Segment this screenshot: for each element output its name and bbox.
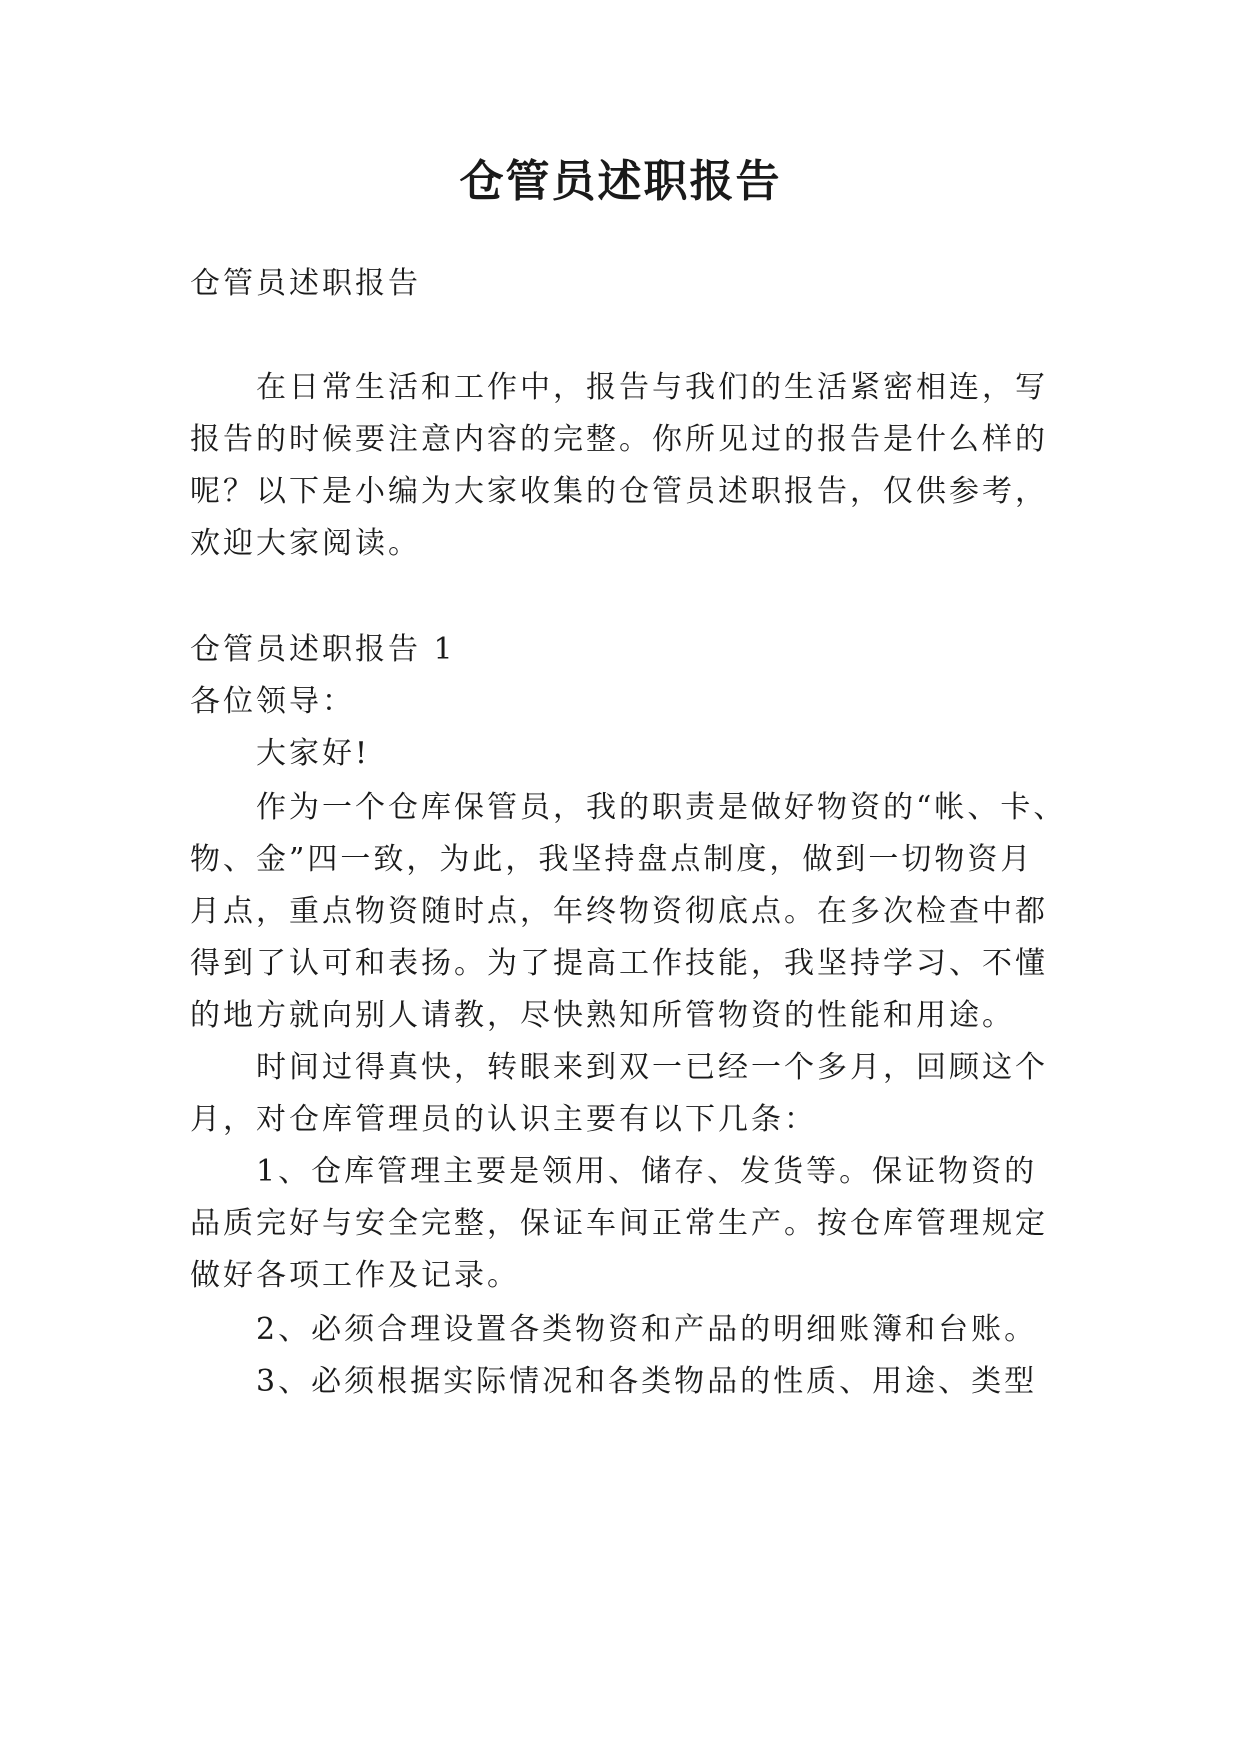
body-line: 月，对仓库管理员的认识主要有以下几条： — [190, 1102, 817, 1137]
intro-line-1: 在日常生活和工作中，报告与我们的生活紧密相连，写 — [256, 370, 1048, 405]
body-line: 物、金”四一致，为此，我坚持盘点制度，做到一切物资月 — [190, 842, 1034, 877]
intro-line-3: 呢？以下是小编为大家收集的仓管员述职报告，仅供参考， — [190, 474, 1048, 509]
body-line: 3、必须根据实际情况和各类物品的性质、用途、类型 — [256, 1364, 1038, 1399]
body-line: 作为一个仓库保管员，我的职责是做好物资的“帐、卡、 — [256, 790, 1067, 825]
document-subtitle: 仓管员述职报告 — [190, 266, 421, 301]
intro-line-2: 报告的时候要注意内容的完整。你所见过的报告是什么样的 — [190, 422, 1048, 457]
body-line: 2、必须合理设置各类物资和产品的明细账簿和台账。 — [256, 1312, 1038, 1347]
section-heading: 仓管员述职报告 1 — [190, 632, 456, 667]
body-line: 月点，重点物资随时点，年终物资彻底点。在多次检查中都 — [190, 894, 1048, 929]
document-title: 仓管员述职报告 — [459, 156, 782, 207]
body-line: 品质完好与安全完整，保证车间正常生产。按仓库管理规定 — [190, 1206, 1048, 1241]
greeting: 大家好! — [256, 736, 371, 771]
body-line: 做好各项工作及记录。 — [190, 1258, 520, 1293]
salutation: 各位领导： — [190, 684, 355, 719]
body-line: 得到了认可和表扬。为了提高工作技能，我坚持学习、不懂 — [190, 946, 1048, 981]
body-line: 时间过得真快，转眼来到双一已经一个多月，回顾这个 — [256, 1050, 1048, 1085]
intro-line-4: 欢迎大家阅读。 — [190, 526, 421, 561]
body-line: 的地方就向别人请教，尽快熟知所管物资的性能和用途。 — [190, 998, 1015, 1033]
body-line: 1、仓库管理主要是领用、储存、发货等。保证物资的 — [256, 1154, 1038, 1189]
